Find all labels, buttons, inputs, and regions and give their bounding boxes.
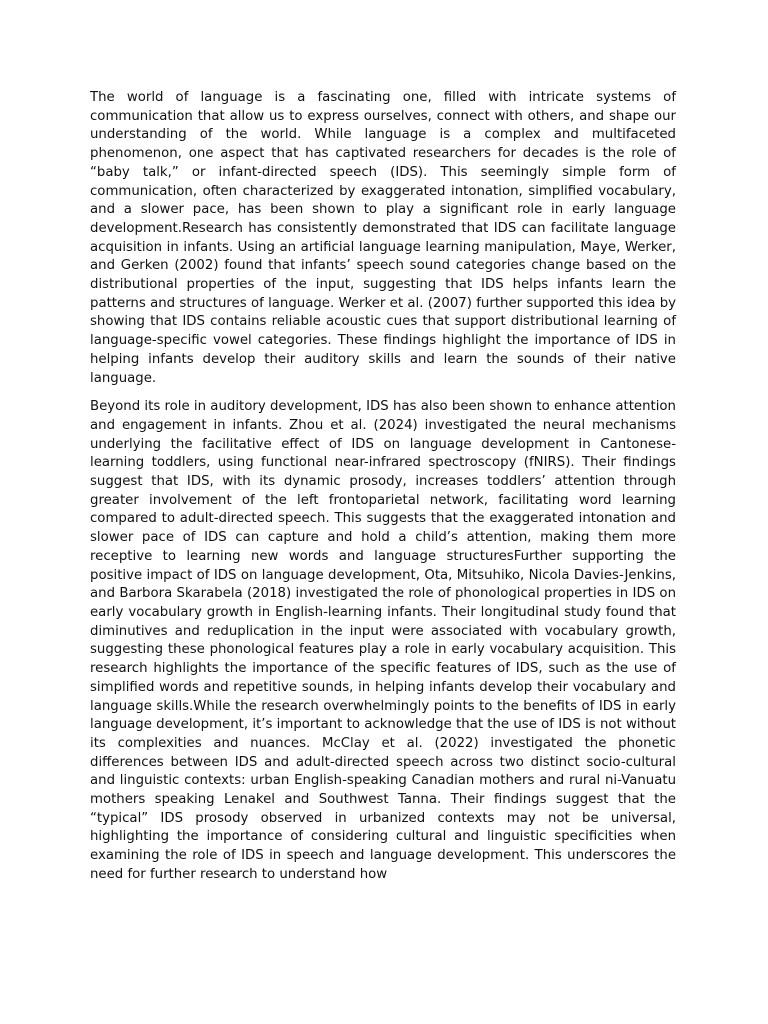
paragraph-attention: Beyond its role in auditory development, IDS has also been shown to enhance attention and engagement in infants. Zhou et al. (2024) investigated the neural mechanisms underlying the facilitative effect of IDS on language development in Cantonese-learning toddlers, using functional near-infrared spectroscopy (fNIRS). Their findings suggest that IDS, with its dynamic prosody, increases toddlers’ attention through greater involvement of the left frontoparietal network, facilitating word learning compared to adult-directed speech. This suggests that the exaggerated intonation and slower pace of IDS can capture and hold a child’s attention, making them more receptive to learning new words and language structuresFurther supporting the positive impact of IDS on language development, Ota, Mitsuhiko, Nicola Davies-Jenkins, and Barbora Skarabela (2018) investigated the role of phonological properties in IDS on early vocabulary growth in English-learning infants. Their longitudinal study found that diminutives and reduplication in the input were associated with vocabulary growth, suggesting these phonological features play a role in early vocabulary acquisition. This research highlights the importance of the specific features of IDS, such as the use of simplified words and repetitive sounds, in helping infants develop their vocabulary and language skills.While the research overwhelmingly points to the benefits of IDS in early language development, it’s important to acknowledge that the use of IDS is not without its complexities and nuances. McClay et al. (2022) investigated the phonetic differences between IDS and adult-directed speech across two distinct socio-cultural and linguistic contexts: urban English-speaking Canadian mothers and rural ni-Vanuatu mothers speaking Lenakel and Southwest Tanna. Their findings suggest that the “typical” IDS prosody observed in urbanized contexts may not be universal, highlighting the importance of considering cultural and linguistic specificities when examining the role of IDS in speech and language development. This underscores the need for further research to understand how <box>90 399 676 882</box>
document-page <box>90 89 676 895</box>
paragraph-intro: The world of language is a fascinating one, filled with intricate systems of communication that allow us to express ourselves, connect with others, and shape our understanding of the world. While language is a complex and multifaceted phenomenon, one aspect that has captivated researchers for decades is the role of “baby talk,” or infant-directed speech (IDS). This seemingly simple form of communication, often characterized by exaggerated intonation, simplified vocabulary, and a slower pace, has been shown to play a significant role in early language development.Research has consistently demonstrated that IDS can facilitate language acquisition in infants. Using an artificial language learning manipulation, Maye, Werker, and Gerken (2002) found that infants’ speech sound categories change based on the distributional properties of the input, suggesting that IDS helps infants learn the patterns and structures of language. Werker et al. (2007) further supported this idea by showing that IDS contains reliable acoustic cues that support distributional learning of language-specific vowel categories. These findings highlight the importance of IDS in helping infants develop their auditory skills and learn the sounds of their native language. <box>90 90 676 386</box>
